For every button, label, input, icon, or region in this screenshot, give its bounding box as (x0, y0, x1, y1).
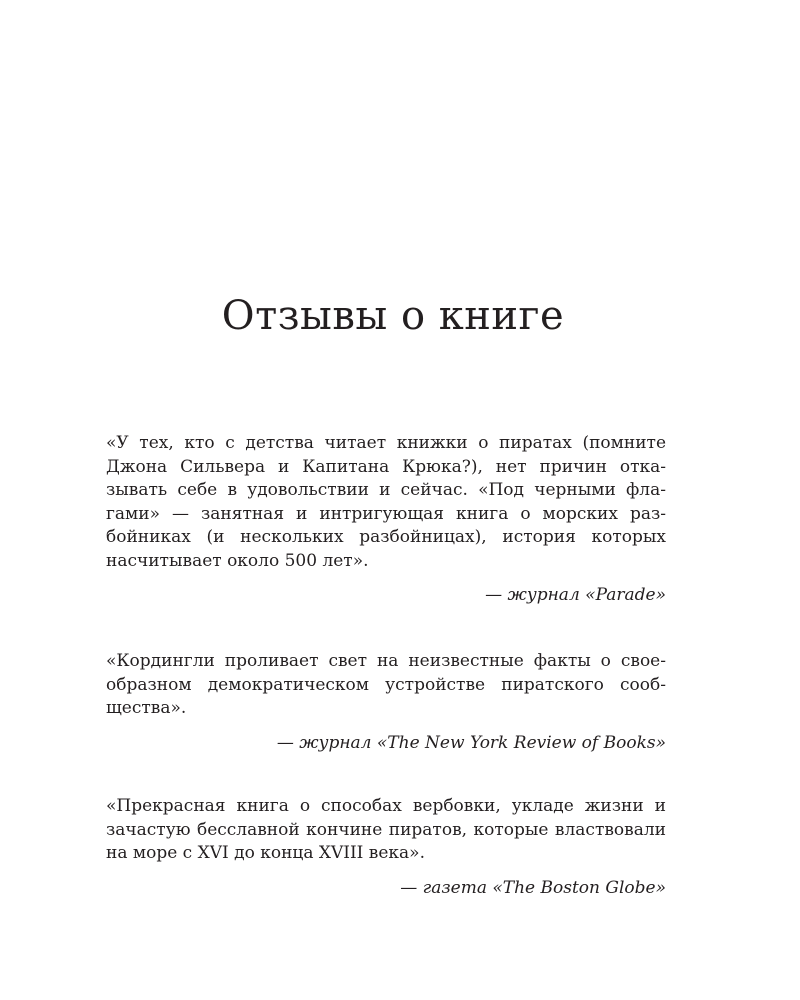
review-source: — журнал «Parade» (485, 585, 666, 605)
review-quote: «У тех, кто с детства читает книжки о пиратах (помните Джона Сильвера и Капитана Крюка?), нет причин отказывать себе в удовольствии и сейчас. «Под черными флагами» — занятная и интригующая книга о морских разбойниках (и нескольких разбойницах), история которых насчитывает около 500 лет». (106, 433, 666, 571)
review-block (106, 432, 666, 607)
review-block (106, 650, 666, 755)
review-source: — газета «The Boston Globe» (400, 877, 666, 898)
review-source: — журнал «The New York Review of Books» (276, 732, 666, 753)
review-quote: «Прекрасная книга о способах вербовки, укладе жизни и зачастую бесславной кончине пиратов, которые властвовали на море с XVI до конца XVIII века». (106, 796, 666, 863)
review-quote: «Кордингли проливает свет на неизвестные факты о своеобразном демократическом устройстве пиратского сообщества». (106, 651, 666, 718)
page-title: Отзывы о книге (221, 293, 565, 339)
review-block (106, 795, 666, 900)
